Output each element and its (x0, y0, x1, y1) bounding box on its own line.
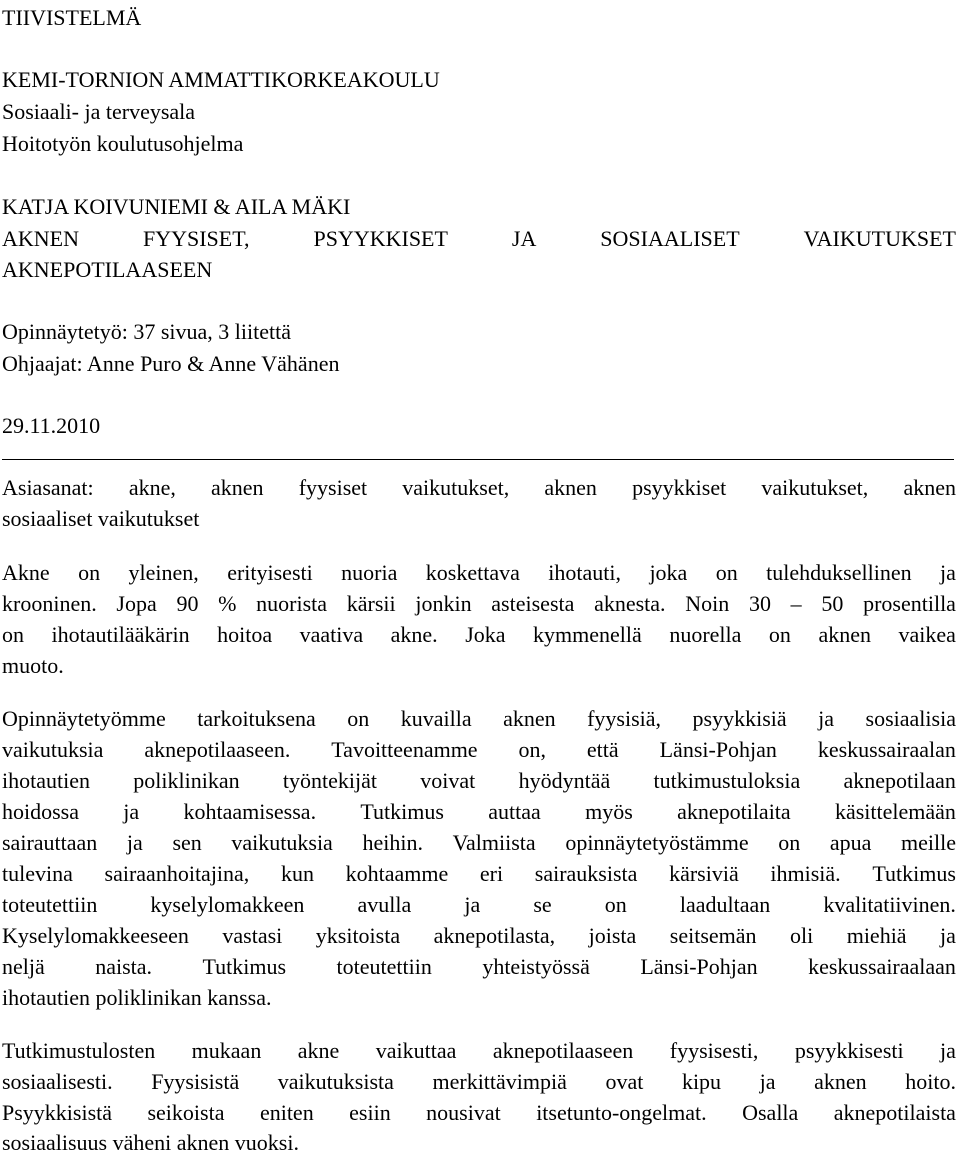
word: vastasi (222, 923, 283, 948)
word: hoidossa (2, 799, 79, 824)
word: vaikutuksia (2, 737, 104, 762)
programme-name: Hoitotyön koulutusohjelma (2, 131, 244, 156)
word: aknepotilaaseen. (144, 737, 291, 762)
word: aknepotilaan (843, 768, 956, 793)
paragraph-line (2, 770, 956, 792)
word: on (778, 830, 801, 855)
word: seitsemän (669, 923, 757, 948)
word: AKNEN (2, 226, 79, 251)
institution-name: KEMI-TORNION AMMATTIKORKEAKOULU (2, 67, 440, 92)
word: vaikutuksista (277, 1069, 394, 1094)
word: aknepotilaaseen (492, 1038, 634, 1063)
word: psyykkiset (632, 475, 727, 500)
word: VAIKUTUKSET (803, 226, 956, 251)
word: tarkoituksena (197, 706, 316, 731)
word: kärsiviä (669, 861, 739, 886)
word: vaikea (898, 622, 956, 647)
word: asteisesta (491, 591, 575, 616)
word: yleinen, (128, 560, 199, 585)
thesis-pages-info: Opinnäytetyö: 37 sivua, 3 liitettä (2, 319, 292, 344)
paragraph-line (2, 562, 956, 584)
thesis-title-line-2: AKNEPOTILAASEEN (2, 257, 213, 282)
word: akne, (128, 475, 176, 500)
word: jonkin (415, 591, 472, 616)
word: PSYYKKISET (313, 226, 448, 251)
word: toteutettiin (2, 892, 98, 917)
word: psyykkisesti (794, 1038, 904, 1063)
word: sairaanhoitajina, (104, 861, 250, 886)
word: laadultaan (679, 892, 771, 917)
word: Länsi-Pohjan (640, 954, 758, 979)
word: naista. (95, 954, 153, 979)
paragraph-line (2, 739, 956, 761)
paragraph-line (2, 593, 956, 615)
word: fyysisiä, (587, 706, 662, 731)
paragraph-line (2, 894, 956, 916)
word: Valmiista (452, 830, 536, 855)
word: myös (585, 799, 633, 824)
word: kun (280, 861, 314, 886)
word: aknen (903, 475, 956, 500)
word: Joka (465, 622, 506, 647)
word: kärsii (346, 591, 396, 616)
word: Noin (685, 591, 730, 616)
word: on, (518, 737, 546, 762)
word: Tutkimustulosten (2, 1038, 156, 1063)
word: hyödyntää (518, 768, 611, 793)
word: seikoista (147, 1100, 225, 1125)
word: käsittelemään (834, 799, 956, 824)
thesis-authors: KATJA KOIVUNIEMI & AILA MÄKI (2, 194, 351, 219)
word: Tavoitteenamme (331, 737, 478, 762)
word: merkittävimpiä (432, 1069, 567, 1094)
word: ihotauti, (548, 560, 622, 585)
word: kuvailla (400, 706, 472, 731)
divider-line (2, 459, 954, 460)
word: yhteistyössä (482, 954, 590, 979)
word: on (2, 622, 24, 647)
word: itsetunto-ongelmat. (536, 1100, 707, 1125)
page-title: TIIVISTELMÄ (2, 5, 142, 30)
word: on (715, 560, 738, 585)
word: se (533, 892, 552, 917)
paragraph-line (2, 863, 956, 885)
word: on (347, 706, 370, 731)
word: aknen (503, 706, 556, 731)
department-name: Sosiaali- ja terveysala (2, 99, 196, 124)
word: sosiaalisia (865, 706, 956, 731)
word: Tutkimus (202, 954, 287, 979)
word: sen (172, 830, 202, 855)
word: voivat (420, 768, 476, 793)
word: vaativa (299, 622, 364, 647)
word: toteutettiin (336, 954, 432, 979)
word: 30 (748, 591, 771, 616)
word: tutkimustuloksia (653, 768, 801, 793)
word: FYYSISET, (142, 226, 250, 251)
word: Jopa (116, 591, 157, 616)
word: ja (818, 706, 835, 731)
word: Akne (2, 560, 50, 585)
word: poliklinikan (133, 768, 240, 793)
word: on (78, 560, 101, 585)
paragraph-line (2, 1071, 956, 1093)
word: aknepotilasta, (433, 923, 556, 948)
word: ovat (605, 1069, 644, 1094)
word: tulevina (2, 861, 73, 886)
thesis-supervisors: Ohjaajat: Anne Puro & Anne Vähänen (2, 351, 340, 376)
word: 50 (821, 591, 844, 616)
word: ihotautilääkärin (51, 622, 190, 647)
word: oli (790, 923, 814, 948)
word: akne. (390, 622, 438, 647)
paragraph-line (2, 832, 956, 854)
paragraph-line: sosiaalisuus väheni aknen vuoksi. (2, 1130, 299, 1155)
word: keskussairaalaan (808, 954, 956, 979)
word: ja (940, 923, 956, 948)
word: ja (126, 830, 143, 855)
word: meille (901, 830, 956, 855)
word: aknepotilaista (833, 1100, 956, 1125)
word: yksitoista (315, 923, 401, 948)
word: nuoria (341, 560, 398, 585)
word: fyysisesti, (669, 1038, 759, 1063)
word: vaikuttaa (375, 1038, 457, 1063)
word: Asiasanat: (2, 475, 94, 500)
word: kipu (681, 1069, 722, 1094)
word: eri (479, 861, 504, 886)
word: ihotautien (2, 768, 90, 793)
word: sairauttaan (2, 830, 98, 855)
paragraph-line (2, 708, 956, 730)
word: ja (759, 1069, 776, 1094)
word: avulla (357, 892, 412, 917)
word: Tutkimus (872, 861, 956, 886)
word: kymmenellä (533, 622, 642, 647)
word: kvalitatiivinen. (823, 892, 956, 917)
word: Osalla (742, 1100, 799, 1125)
word: apua (829, 830, 872, 855)
word: Opinnäytetyömme (2, 706, 166, 731)
paragraph-line (2, 1040, 956, 1062)
word: aknen (818, 622, 871, 647)
word: Länsi-Pohjan (659, 737, 777, 762)
word: neljä (2, 954, 45, 979)
keywords-line-2: sosiaaliset vaikutukset (2, 506, 200, 531)
paragraph-line (2, 801, 956, 823)
word: on (604, 892, 627, 917)
word: joka (649, 560, 688, 585)
word: aknen (211, 475, 264, 500)
word: SOSIAALISET (600, 226, 740, 251)
word: heihin. (362, 830, 423, 855)
word: akne (297, 1038, 340, 1063)
word: vaikutukset, (402, 475, 510, 500)
word: ja (940, 560, 956, 585)
word: vaikutuksia (231, 830, 333, 855)
word: Tutkimus (360, 799, 444, 824)
word: ja (940, 1038, 956, 1063)
word: työntekijät (282, 768, 377, 793)
word: erityisesti (227, 560, 313, 585)
word: esiin (349, 1100, 391, 1125)
word: krooninen. (2, 591, 97, 616)
paragraph-line (2, 1102, 956, 1124)
word: hoitoa (217, 622, 273, 647)
word: Psyykkisistä (2, 1100, 113, 1125)
thesis-title-line-1 (2, 228, 956, 250)
word: % (218, 591, 237, 616)
word: aknen (814, 1069, 867, 1094)
word: auttaa (488, 799, 541, 824)
word: kohtaamme (345, 861, 449, 886)
thesis-date: 29.11.2010 (2, 413, 101, 438)
word: aknepotilaita (677, 799, 791, 824)
word: 90 (176, 591, 199, 616)
word: vaikutukset, (761, 475, 869, 500)
paragraph-line (2, 925, 956, 947)
word: sosiaalisesti. (2, 1069, 113, 1094)
word: kohtaamisessa. (183, 799, 317, 824)
word: aknesta. (594, 591, 666, 616)
word: kyselylomakkeen (150, 892, 305, 917)
word: Kyselylomakkeeseen (2, 923, 189, 948)
word: nuorella (669, 622, 742, 647)
paragraph-line (2, 956, 956, 978)
word: aknen (544, 475, 597, 500)
word: ja (123, 799, 140, 824)
word: koskettava (425, 560, 520, 585)
paragraph-line (2, 624, 956, 646)
word: – (790, 591, 802, 616)
word: sairauksista (534, 861, 638, 886)
word: opinnäytetyöstämme (565, 830, 749, 855)
word: prosentilla (863, 591, 956, 616)
word: Fyysisistä (151, 1069, 240, 1094)
paragraph-line: ihotautien poliklinikan kanssa. (2, 985, 272, 1010)
word: psyykkisiä (692, 706, 787, 731)
word: mukaan (191, 1038, 262, 1063)
word: että (586, 737, 619, 762)
word: keskussairaalan (817, 737, 956, 762)
keywords-line-1 (2, 477, 956, 499)
word: hoito. (905, 1069, 956, 1094)
word: eniten (259, 1100, 314, 1125)
word: joista (588, 923, 637, 948)
word: on (768, 622, 791, 647)
word: miehiä (846, 923, 907, 948)
word: fyysiset (298, 475, 368, 500)
paragraph-line: muoto. (2, 653, 64, 678)
word: ja (464, 892, 481, 917)
word: ihmisiä. (770, 861, 841, 886)
word: nuorista (256, 591, 328, 616)
word: nousivat (426, 1100, 501, 1125)
word: JA (511, 226, 537, 251)
word: tulehduksellinen (766, 560, 912, 585)
